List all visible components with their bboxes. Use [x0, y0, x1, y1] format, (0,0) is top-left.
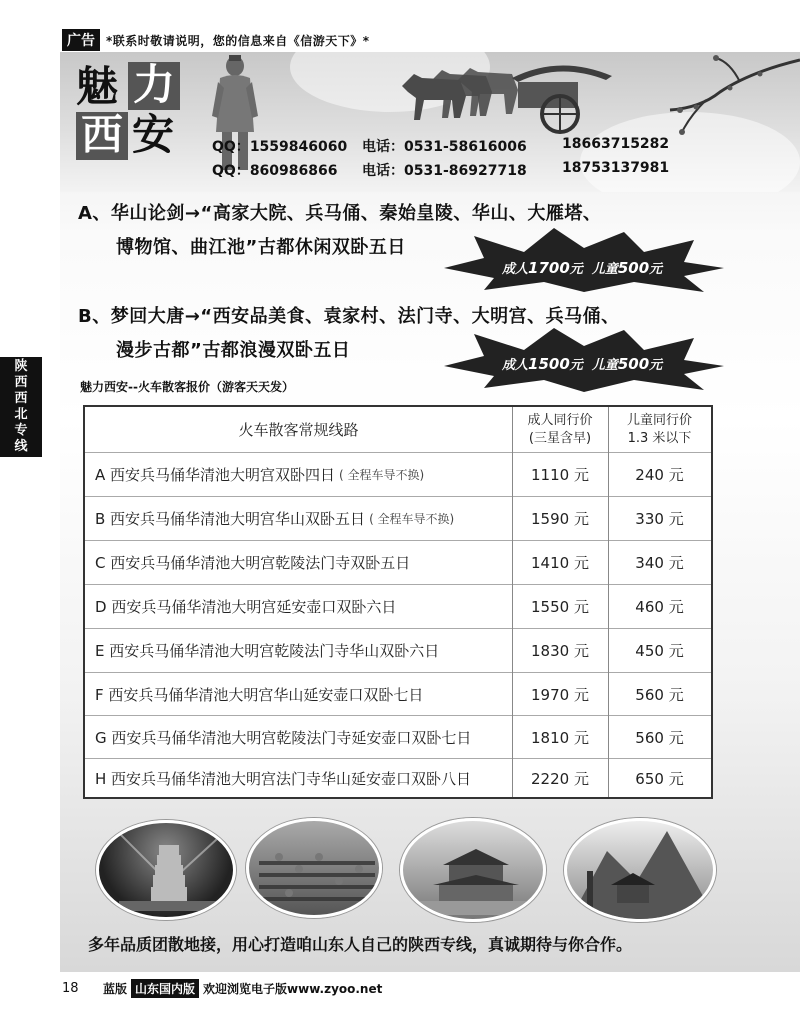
table-row [85, 629, 711, 672]
row-child-price: 460 元 [635, 598, 684, 616]
footer-bar [103, 979, 382, 998]
edition-tag: 山东国内版 [131, 979, 199, 998]
logo-char: 魅 [76, 62, 119, 111]
side-tab-char: 专 [14, 423, 28, 438]
adult-label: 成人 [502, 358, 529, 373]
table-row [85, 759, 711, 797]
row-adult-price: 1810 元 [531, 728, 589, 747]
row-adult-price: 1830 元 [531, 642, 589, 660]
price-a [502, 258, 662, 277]
row-child-price: 330 元 [635, 510, 684, 528]
row-child-price: 450 元 [635, 642, 684, 660]
row-adult-price: 1110 元 [531, 466, 589, 484]
side-category-tab [0, 357, 42, 457]
row-child-price: 650 元 [635, 769, 684, 788]
ad-note: *联系时敬请说明，您的信息来自《信游天下》* [106, 33, 370, 48]
table-row [85, 585, 711, 628]
mobile-number: 18663715282 [562, 136, 670, 152]
qq-label: QQ： [212, 139, 250, 155]
tel-number: 0531-58616006 [404, 139, 527, 155]
row-adult-price: 1590 元 [531, 510, 589, 528]
row-route: A 西安兵马俑华清池大明宫双卧四日 [95, 466, 336, 484]
section-label: 魅力西安--火车散客报价（游客天天发） [80, 380, 294, 394]
header-adult-sub: (三星含早) [528, 430, 592, 446]
logo-char: 西 [76, 112, 128, 160]
tel-label: 电话： [362, 163, 404, 179]
side-tab-char: 北 [14, 407, 28, 422]
table-row [85, 673, 711, 715]
child-price: 500 [617, 355, 650, 373]
brand-logo [70, 62, 190, 162]
row-route: C 西安兵马俑华清池大明宫乾陵法门寺双卧五日 [95, 554, 411, 572]
table-row [85, 453, 711, 496]
row-child-price: 560 元 [635, 685, 684, 704]
ad-tag: 广告 [62, 29, 100, 51]
daming-palace-photo [400, 818, 546, 922]
table-row [85, 716, 711, 758]
edition-label: 蓝版 [103, 982, 128, 996]
row-route: F 西安兵马俑华清池大明宫华山延安壶口双卧七日 [95, 685, 424, 704]
adult-price: 1700 [528, 259, 570, 277]
child-price: 500 [617, 259, 650, 277]
header-banner [60, 52, 800, 192]
row-route: H 西安兵马俑华清池大明宫法门寺华山延安壶口双卧八日 [95, 769, 472, 788]
ad-strip [62, 30, 370, 50]
qq-number: 1559846060 [249, 139, 348, 155]
website-link[interactable]: 欢迎浏览电子版www.zyoo.net [203, 982, 383, 996]
side-tab-char: 西 [14, 391, 28, 406]
qq-number: 860986866 [249, 163, 338, 179]
adult-label: 成人 [502, 262, 529, 277]
header-route: 火车散客常规线路 [238, 421, 359, 439]
bronze-chariot-image [400, 56, 630, 136]
row-route: B 西安兵马俑华清池大明宫华山双卧五日 [95, 510, 366, 528]
table-row [85, 541, 711, 584]
page-number: 18 [62, 981, 79, 996]
row-adult-price: 1970 元 [531, 685, 589, 704]
tel-label: 电话： [362, 139, 404, 155]
logo-char: 安 [132, 110, 175, 159]
price-table [83, 405, 713, 799]
big-wild-goose-pagoda-photo [96, 820, 236, 920]
contact-row [212, 160, 669, 180]
price-unit: 元 [569, 262, 583, 277]
mobile-number: 18753137981 [562, 160, 670, 176]
row-adult-price: 1410 元 [531, 554, 589, 572]
route-b-line1: B、梦回大唐→“西安品美食、袁家村、法门寺、大明宫、兵马俑、 [78, 306, 620, 327]
side-tab-char: 陕 [14, 359, 28, 374]
row-route: D 西安兵马俑华清池大明宫延安壶口双卧六日 [95, 598, 397, 616]
price-unit: 元 [649, 262, 663, 277]
row-note: ( 全程车导不换) [369, 512, 455, 526]
contact-row [212, 136, 669, 156]
header-adult [512, 407, 608, 452]
row-route: G 西安兵马俑华清池大明宫乾陵法门寺延安壶口双卧七日 [95, 728, 472, 747]
slogan: 多年品质团散地接，用心打造咱山东人自己的陕西专线，真诚期待与你合作。 [88, 935, 633, 954]
route-b-line2: 漫步古都”古都浪漫双卧五日 [116, 340, 351, 361]
child-label: 儿童 [591, 358, 618, 373]
logo-char: 力 [128, 62, 180, 110]
side-tab-char: 西 [14, 375, 28, 390]
route-a-line2: 博物馆、曲江池”古都休闲双卧五日 [116, 237, 406, 258]
route-a-line1: A、华山论剑→“高家大院、兵马俑、秦始皇陵、华山、大雁塔、 [78, 203, 602, 224]
row-child-price: 240 元 [635, 466, 684, 484]
price-unit: 元 [569, 358, 583, 373]
adult-price: 1500 [528, 355, 570, 373]
price-unit: 元 [649, 358, 663, 373]
side-tab-char: 线 [14, 439, 28, 454]
header-adult-title: 成人同行价 [527, 412, 593, 428]
terracotta-army-photo [246, 818, 382, 918]
row-adult-price: 1550 元 [531, 598, 589, 616]
table-row [85, 497, 711, 540]
row-child-price: 340 元 [635, 554, 684, 572]
header-child [608, 407, 711, 452]
row-adult-price: 2220 元 [531, 769, 589, 788]
qq-label: QQ： [212, 163, 250, 179]
tel-number: 0531-86927718 [404, 163, 527, 179]
header-child-title: 儿童同行价 [626, 412, 692, 428]
plum-branch-image [620, 52, 800, 142]
price-b [502, 354, 662, 373]
row-note: ( 全程车导不换) [339, 468, 425, 482]
huashan-pavilion-photo [564, 818, 716, 922]
header-child-sub: 1.3 米以下 [627, 430, 692, 446]
child-label: 儿童 [591, 262, 618, 277]
row-route: E 西安兵马俑华清池大明宫乾陵法门寺华山双卧六日 [95, 642, 440, 660]
row-child-price: 560 元 [635, 728, 684, 747]
